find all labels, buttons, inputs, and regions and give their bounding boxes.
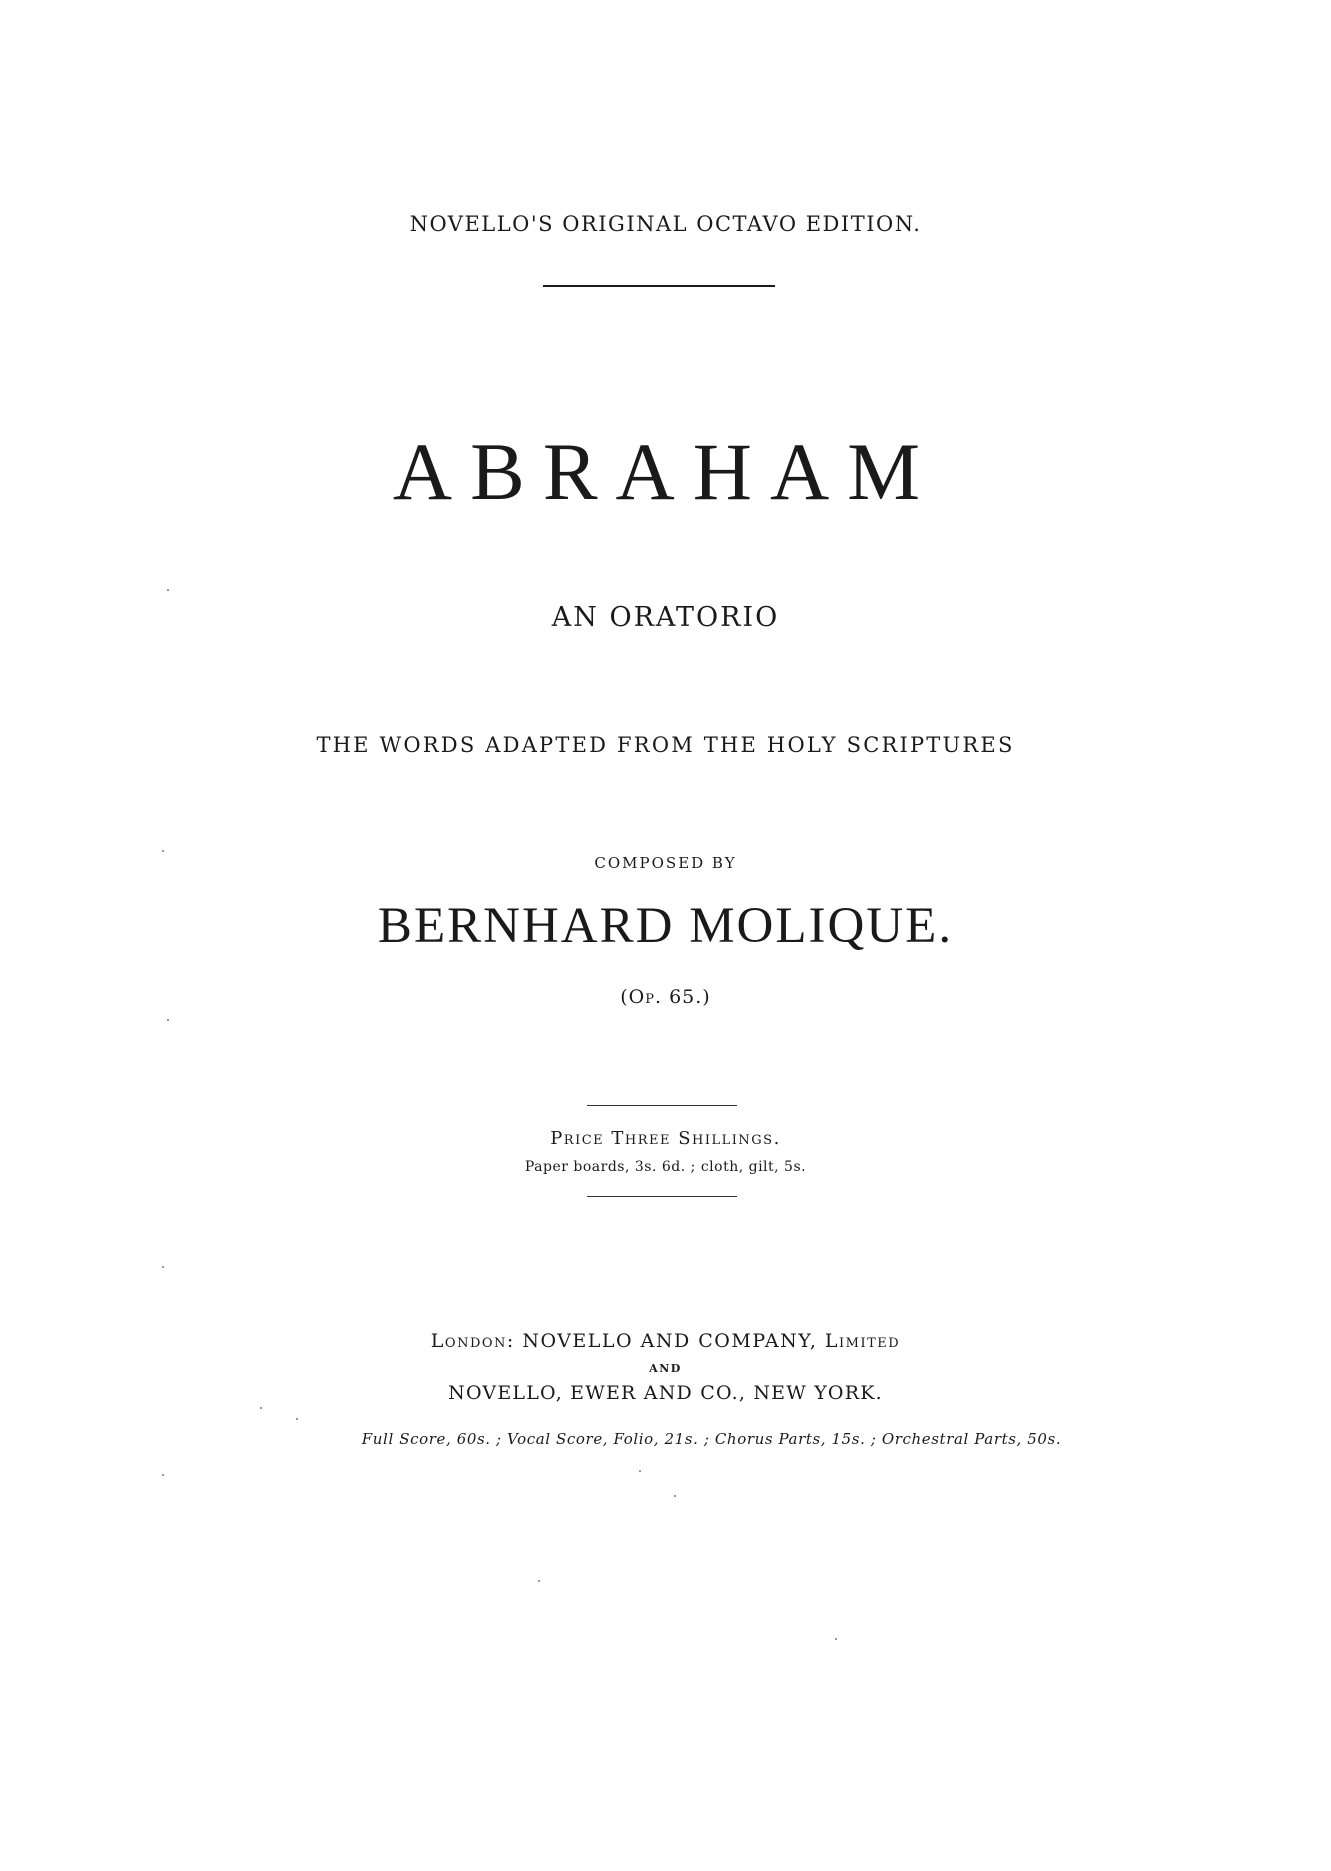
main-title: ABRAHAM — [392, 426, 939, 517]
scan-speck — [162, 1474, 164, 1476]
publisher-and: AND — [649, 1362, 682, 1375]
price-bindings: Paper boards, 3s. 6d. ; cloth, gilt, 5s. — [524, 1159, 807, 1175]
rule-below-price — [587, 1196, 737, 1197]
other-editions-prices: Full Score, 60s. ; Vocal Score, Folio, 21s. ; Chorus Parts, 15s. ; Orchestral Parts, 50s. — [361, 1430, 1062, 1448]
scan-speck — [162, 1266, 164, 1268]
scan-speck — [162, 850, 164, 852]
scan-speck — [835, 1638, 837, 1640]
scan-speck — [167, 589, 169, 591]
scan-speck — [260, 1407, 262, 1409]
composer-name: BERNHARD MOLIQUE. — [377, 898, 954, 954]
opus-number: (Op. 65.) — [620, 986, 711, 1008]
subtitle: AN ORATORIO — [551, 602, 780, 633]
publisher-newyork: NOVELLO, EWER AND CO., NEW YORK. — [448, 1382, 883, 1404]
scan-speck — [639, 1470, 641, 1472]
scan-speck — [538, 1580, 540, 1582]
publisher-london: London: NOVELLO AND COMPANY, Limited — [430, 1330, 901, 1352]
scan-speck — [167, 1019, 169, 1021]
scan-speck — [674, 1495, 676, 1497]
edition-line: NOVELLO'S ORIGINAL OCTAVO EDITION. — [409, 212, 922, 236]
composed-by-label: COMPOSED BY — [594, 854, 737, 872]
price-line: Price Three Shillings. — [550, 1128, 781, 1149]
rule-above-price — [587, 1105, 737, 1106]
words-source-line: THE WORDS ADAPTED FROM THE HOLY SCRIPTURES — [316, 733, 1015, 757]
rule-under-edition — [543, 285, 775, 287]
scan-speck — [296, 1418, 298, 1420]
